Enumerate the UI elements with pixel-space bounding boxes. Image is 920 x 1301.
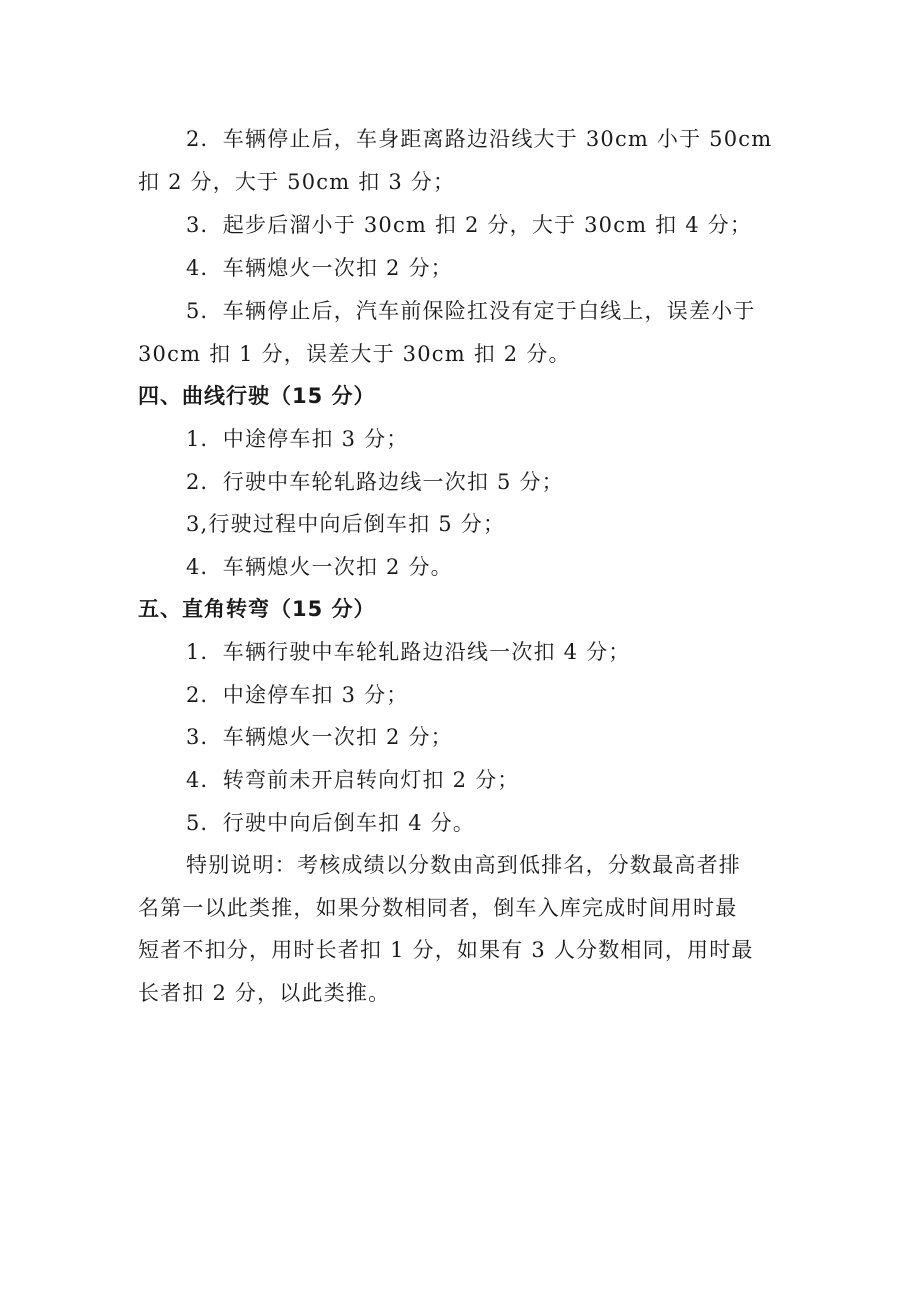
s3-item-5-line2: 30cm 扣 1 分，误差大于 30cm 扣 2 分。 <box>138 342 571 366</box>
s3-item-2-line2: 扣 2 分，大于 50cm 扣 3 分； <box>138 170 456 194</box>
section5-heading: 五、直角转弯（15 分） <box>138 597 376 621</box>
s4-item-3: 3,行驶过程中向后倒车扣 5 分； <box>186 512 506 536</box>
s4-item-2: 2．行驶中车轮轧路边线一次扣 5 分； <box>186 470 564 494</box>
note-line3: 短者不扣分，用时长者扣 1 分，如果有 3 人分数相同，用时最 <box>138 938 754 962</box>
s5-item-3: 3．车辆熄火一次扣 2 分； <box>186 725 453 749</box>
section4-heading: 四、曲线行驶（15 分） <box>138 384 376 408</box>
s3-item-2-line1: 2．车辆停止后，车身距离路边沿线大于 30cm 小于 50cm <box>186 127 773 151</box>
s5-item-1: 1．车辆行驶中车轮轧路边沿线一次扣 4 分； <box>186 640 631 664</box>
s3-item-3: 3．起步后溜小于 30cm 扣 2 分，大于 30cm 扣 4 分； <box>186 213 753 237</box>
s5-item-2: 2．中途停车扣 3 分； <box>186 683 409 707</box>
s3-item-4: 4．车辆熄火一次扣 2 分； <box>186 256 453 280</box>
s4-item-4: 4．车辆熄火一次扣 2 分。 <box>186 555 453 579</box>
note-line2: 名第一以此类推，如果分数相同者，倒车入库完成时间用时最 <box>138 896 738 920</box>
s5-item-4: 4．转弯前未开启转向灯扣 2 分； <box>186 768 520 792</box>
note-line4: 长者扣 2 分，以此类推。 <box>138 981 391 1005</box>
s5-item-5: 5．行驶中向后倒车扣 4 分。 <box>186 811 476 835</box>
note-line1: 特别说明：考核成绩以分数由高到低排名，分数最高者排 <box>186 853 741 877</box>
s3-item-5-line1: 5．车辆停止后，汽车前保险扛没有定于白线上，误差小于 <box>186 299 756 323</box>
s4-item-1: 1．中途停车扣 3 分； <box>186 427 409 451</box>
